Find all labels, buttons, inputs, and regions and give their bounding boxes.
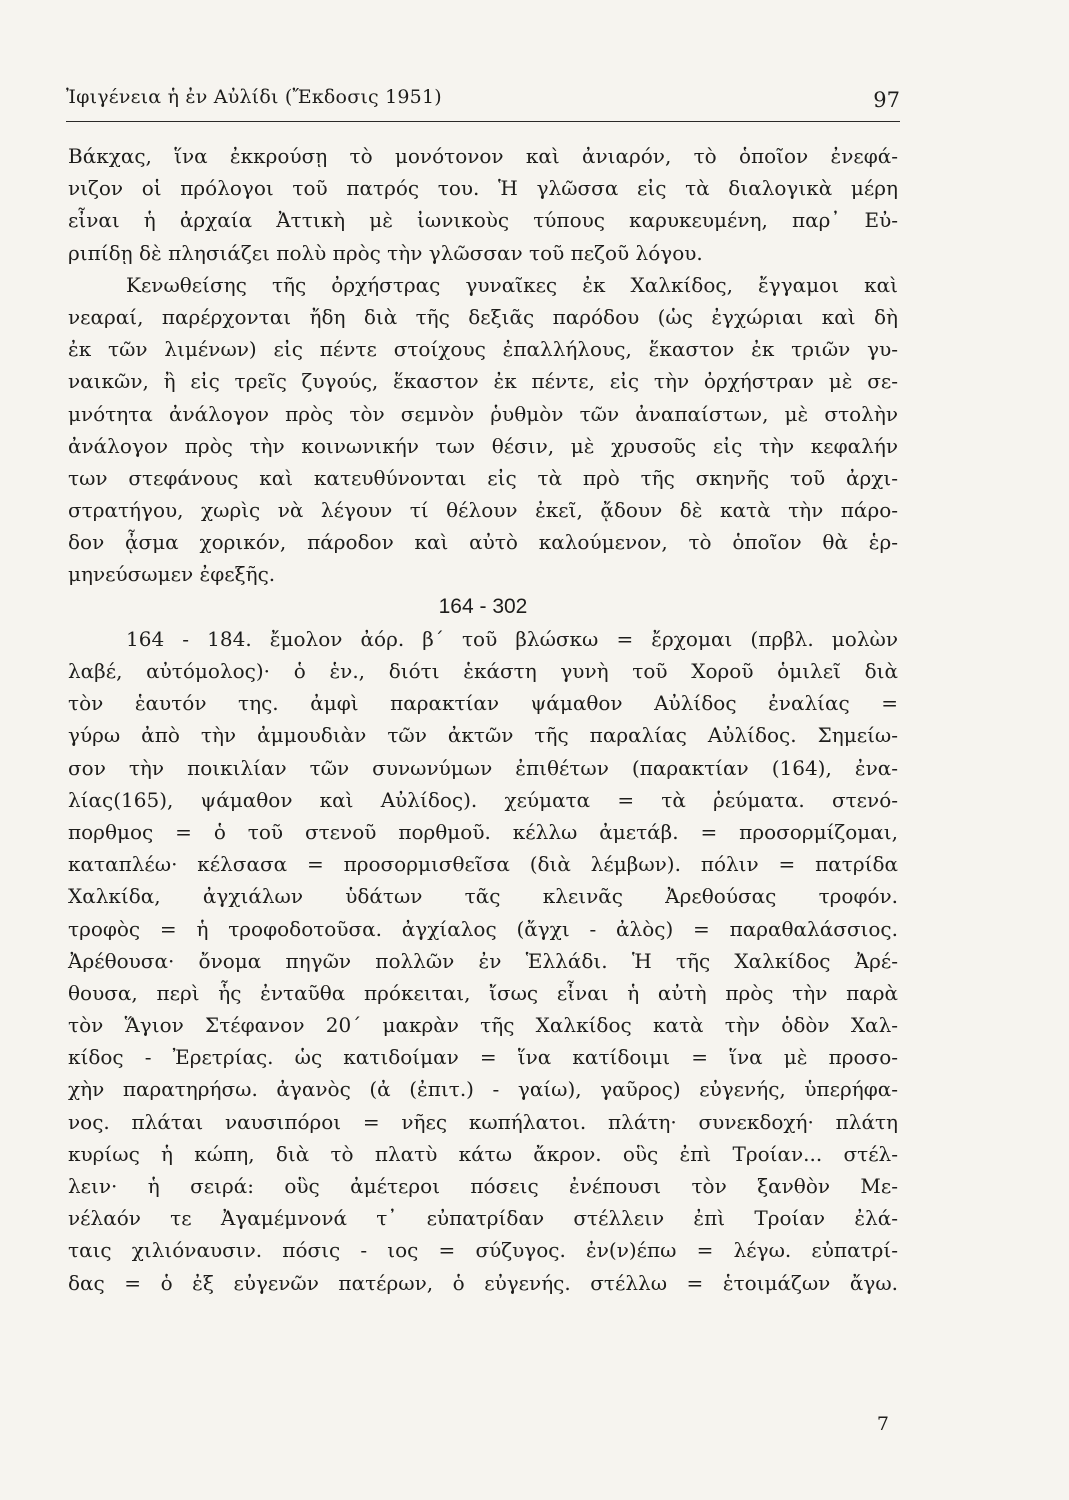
text-line: Χαλκίδα, ἀγχιάλων ὑδάτων τᾶς κλεινᾶς Ἀρεθούσας τροφόν.	[68, 884, 898, 909]
signature-mark: 7	[876, 1413, 889, 1435]
text-line: νεαραί, παρέρχονται ἤδη διὰ τῆς δεξιᾶς παρόδου (ὡς ἐγχώριαι καὶ δὴ	[68, 304, 898, 329]
text-line: τροφὸς = ἡ τροφοδοτοῦσα. ἀγχίαλος (ἄγχι - ἀλὸς) = παραθαλάσσιος.	[68, 916, 898, 941]
text-line: κυρίως ἡ κώπη, διὰ τὸ πλατὺ κάτω ἄκρον. οὓς ἐπὶ Τροίαν... στέλ-	[68, 1141, 898, 1166]
running-header	[66, 86, 900, 116]
text-line: σον τὴν ποικιλίαν τῶν συνωνύμων ἐπιθέτων (παρακτίαν (164), ἐνα-	[68, 755, 898, 780]
text-line: μηνεύσωμεν ἐφεξῆς.	[68, 562, 276, 587]
text-line: δον ᾆσμα χορικόν, πάροδον καὶ αὐτὸ καλούμενον, τὸ ὁποῖον θὰ ἑρ-	[68, 530, 898, 555]
text-line: Ἀρέθουσα· ὄνομα πηγῶν πολλῶν ἐν Ἑλλάδι. Ἡ τῆς Χαλκίδος Ἀρέ-	[68, 948, 898, 973]
text-line: ριπίδῃ δὲ πλησιάζει πολὺ πρὸς τὴν γλῶσσαν τοῦ πεζοῦ λόγου.	[68, 240, 703, 265]
text-line: θουσα, περὶ ἧς ἐνταῦθα πρόκειται, ἴσως εἶναι ἡ αὐτὴ πρὸς τὴν παρὰ	[68, 980, 898, 1005]
text-line: τὸν Ἅγιον Στέφανον 20΄ μακρὰν τῆς Χαλκίδος κατὰ τὴν ὁδὸν Χαλ-	[68, 1013, 898, 1038]
body-text	[68, 140, 898, 1331]
text-line: ναικῶν, ἢ εἰς τρεῖς ζυγούς, ἕκαστον ἐκ πέντε, εἰς τὴν ὀρχήστραν μὲ σε-	[68, 369, 898, 394]
text-line: λειν· ἡ σειρά: οὓς ἀμέτεροι πόσεις ἐνέπουσι τὸν ξανθὸν Με-	[68, 1174, 898, 1198]
text-line: νος. πλάται ναυσιπόροι = νῆες κωπήλατοι. πλάτη· συνεκδοχή· πλάτη	[68, 1109, 898, 1134]
page-number: 97	[873, 88, 900, 112]
section-heading: 164 - 302	[438, 594, 528, 618]
text-line	[68, 1299, 898, 1331]
header-rule	[66, 121, 900, 122]
text-line: στρατήγου, χωρὶς νὰ λέγουν τί θέλουν ἐκεῖ, ᾄδουν δὲ κατὰ τὴν πάρο-	[68, 498, 898, 523]
text-line: πορθμος = ὁ τοῦ στενοῦ πορθμοῦ. κέλλω ἀμετάβ. = προσορμίζομαι,	[68, 819, 898, 844]
text-line: των στεφάνους καὶ κατευθύνονται εἰς τὰ πρὸ τῆς σκηνῆς τοῦ ἀρχι-	[68, 465, 898, 490]
text-line: κίδος - Ἐρετρίας. ὡς κατιδοίμαν = ἵνα κατίδοιμι = ἵνα μὲ προσο-	[68, 1045, 898, 1070]
text-line: ἀνάλογον πρὸς τὴν κοινωνικήν των θέσιν, μὲ χρυσοῦς εἰς τὴν κεφαλήν	[68, 433, 898, 458]
running-title: Ἰφιγένεια ἡ ἐν Αὐλίδι (Ἔκδοσις 1951)	[66, 86, 442, 108]
text-line: μνότητα ἀνάλογον πρὸς τὸν σεμνὸν ῥυθμὸν τῶν ἀναπαίστων, μὲ στολὴν	[68, 401, 898, 426]
text-line: δας = ὁ ἐξ εὐγενῶν πατέρων, ὁ εὐγενής. στέλλω = ἑτοιμάζων ἄγω.	[68, 1270, 898, 1295]
text-line: νιζον οἱ πρόλογοι τοῦ πατρός του. Ἡ γλῶσσα εἰς τὰ διαλογικὰ μέρη	[68, 176, 898, 201]
text-line: ἐκ τῶν λιμένων) εἰς πέντε στοίχους ἐπαλλήλους, ἕκαστον ἐκ τριῶν γυ-	[68, 337, 898, 362]
text-line: Βάκχας, ἵνα ἐκκρούσῃ τὸ μονότονον καὶ ἀνιαρόν, τὸ ὁποῖον ἐνεφά-	[68, 144, 898, 168]
text-line: Κενωθείσης τῆς ὀρχήστρας γυναῖκες ἐκ Χαλκίδος, ἔγγαμοι καὶ	[126, 272, 898, 297]
text-line: εἶναι ἡ ἀρχαία Ἀττικὴ μὲ ἰωνικοὺς τύπους καρυκευμένη, παρ᾿ Εὐ-	[68, 208, 898, 233]
text-line: λαβέ, αὐτόμολος)· ὁ ἑν., διότι ἑκάστη γυνὴ τοῦ Χοροῦ ὁμιλεῖ διὰ	[68, 659, 898, 683]
text-line: 164 - 184. ἔμολον ἀόρ. β΄ τοῦ βλώσκω = ἔρχομαι (πρβλ. μολὼν	[126, 626, 898, 651]
text-line: νέλαόν τε Ἀγαμέμνονά τ᾿ εὐπατρίδαν στέλλειν ἐπὶ Τροίαν ἐλά-	[68, 1206, 898, 1231]
text-line: γύρω ἀπὸ τὴν ἀμμουδιὰν τῶν ἀκτῶν τῆς παραλίας Αὐλίδος. Σημείω-	[68, 723, 898, 748]
text-line: χὴν παρατηρήσω. ἀγανὸς (ἀ (ἐπιτ.) - γαίω), γαῦρος) εὐγενής, ὑπερήφα-	[68, 1077, 898, 1102]
text-line: καταπλέω· κέλσασα = προσορμισθεῖσα (διὰ λέμβων). πόλιν = πατρίδα	[68, 852, 898, 877]
text-line: τὸν ἑαυτόν της. ἀμφὶ παρακτίαν ψάμαθον Αὐλίδος ἐναλίας =	[68, 691, 898, 716]
text-line: ταις χιλιόναυσιν. πόσις - ιος = σύζυγος. ἐν(ν)έπω = λέγω. εὐπατρί-	[68, 1238, 898, 1263]
text-line: λίας(165), ψάμαθον καὶ Αὐλίδος). χεύματα = τὰ ῥεύματα. στενό-	[68, 787, 898, 812]
